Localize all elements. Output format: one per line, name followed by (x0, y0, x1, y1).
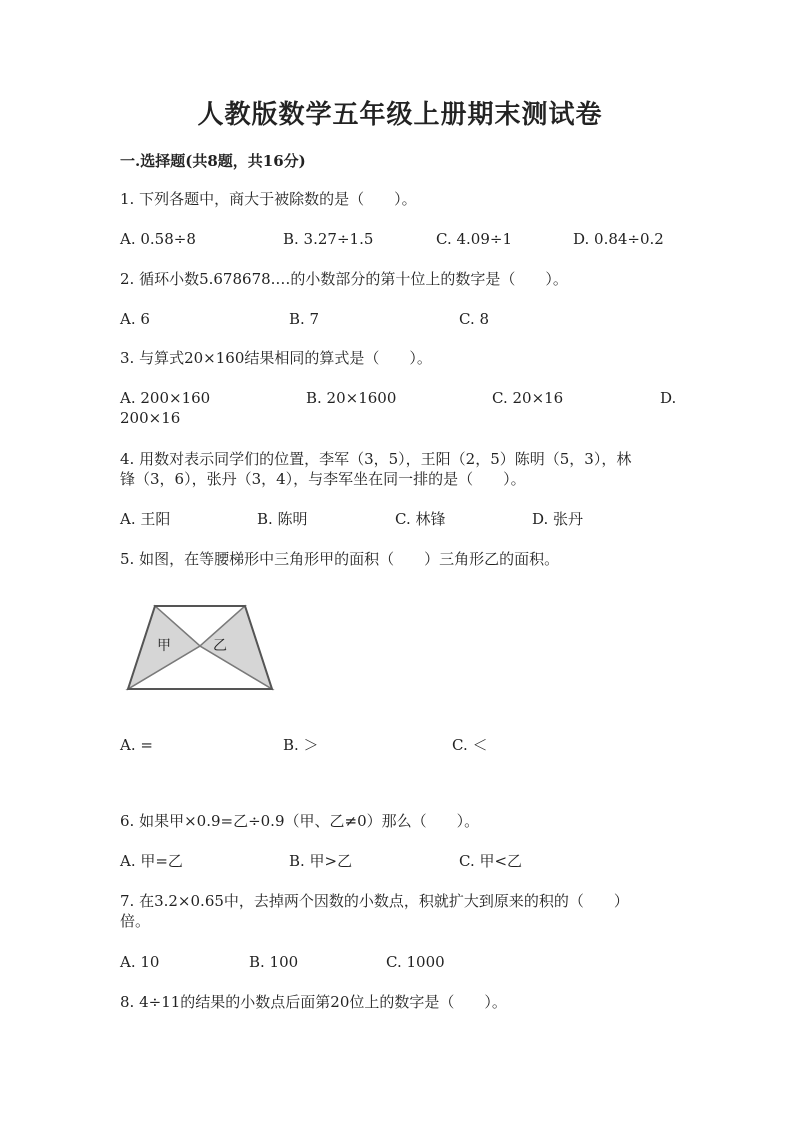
q4-option-a: A. 王阳 (120, 510, 171, 528)
question-1-stem: 1. 下列各题中，商大于被除数的是（ ）。 (120, 190, 417, 208)
q1-option-b: B. 3.27÷1.5 (283, 230, 374, 248)
q4-option-d: D. 张丹 (532, 510, 584, 528)
q3-option-a: A. 200×160 (120, 389, 211, 407)
q2-option-b: B. 7 (289, 310, 320, 328)
label-yi: 乙 (213, 638, 227, 654)
q3-option-d-value: 200×16 (120, 409, 181, 427)
q6-option-c: C. 甲<乙 (459, 852, 523, 870)
question-7-stem-line1: 7. 在3.2×0.65中，去掉两个因数的小数点，积就扩大到原来的积的（ ） (120, 892, 629, 910)
q6-option-a: A. 甲=乙 (120, 852, 183, 870)
q4-option-b: B. 陈明 (257, 510, 308, 528)
page-title: 人教版数学五年级上册期末测试卷 (197, 100, 603, 130)
q7-option-c: C. 1000 (386, 953, 445, 971)
q3-option-b: B. 20×1600 (306, 389, 397, 407)
trapezoid-figure (125, 604, 275, 692)
question-4-stem-line1: 4. 用数对表示同学们的位置，李军（3，5），王阳（2，5）陈明（5，3），林 (120, 450, 632, 468)
q7-option-b: B. 100 (249, 953, 299, 971)
label-jia: 甲 (157, 638, 171, 654)
q6-option-b: B. 甲>乙 (289, 852, 353, 870)
q4-option-c: C. 林锋 (395, 510, 446, 528)
question-2-stem: 2. 循环小数5.678678.…的小数部分的第十位上的数字是（ ）。 (120, 270, 568, 288)
question-8-stem: 8. 4÷11的结果的小数点后面第20位上的数字是（ ）。 (120, 993, 507, 1011)
q5-option-c: C. ＜ (452, 736, 488, 754)
q7-option-a: A. 10 (120, 953, 160, 971)
q3-option-c: C. 20×16 (492, 389, 564, 407)
q1-option-c: C. 4.09÷1 (436, 230, 512, 248)
q3-option-d: D. (660, 389, 677, 407)
q5-option-b: B. ＞ (283, 736, 319, 754)
question-4-stem-line2: 锋（3，6），张丹（3，4），与李军坐在同一排的是（ ）。 (120, 470, 526, 488)
question-7-stem-line2: 倍。 (120, 912, 151, 930)
question-3-stem: 3. 与算式20×160结果相同的算式是（ ）。 (120, 349, 432, 367)
q1-option-a: A. 0.58÷8 (120, 230, 196, 248)
section-heading: 一.选择题(共8题，共16分) (120, 152, 306, 170)
q2-option-c: C. 8 (459, 310, 490, 328)
q1-option-d: D. 0.84÷0.2 (573, 230, 664, 248)
q5-option-a: A. = (120, 736, 153, 754)
question-6-stem: 6. 如果甲×0.9=乙÷0.9（甲、乙≠0）那么（ ）。 (120, 812, 480, 830)
q2-option-a: A. 6 (120, 310, 150, 328)
question-5-stem: 5. 如图，在等腰梯形中三角形甲的面积（ ）三角形乙的面积。 (120, 550, 560, 568)
